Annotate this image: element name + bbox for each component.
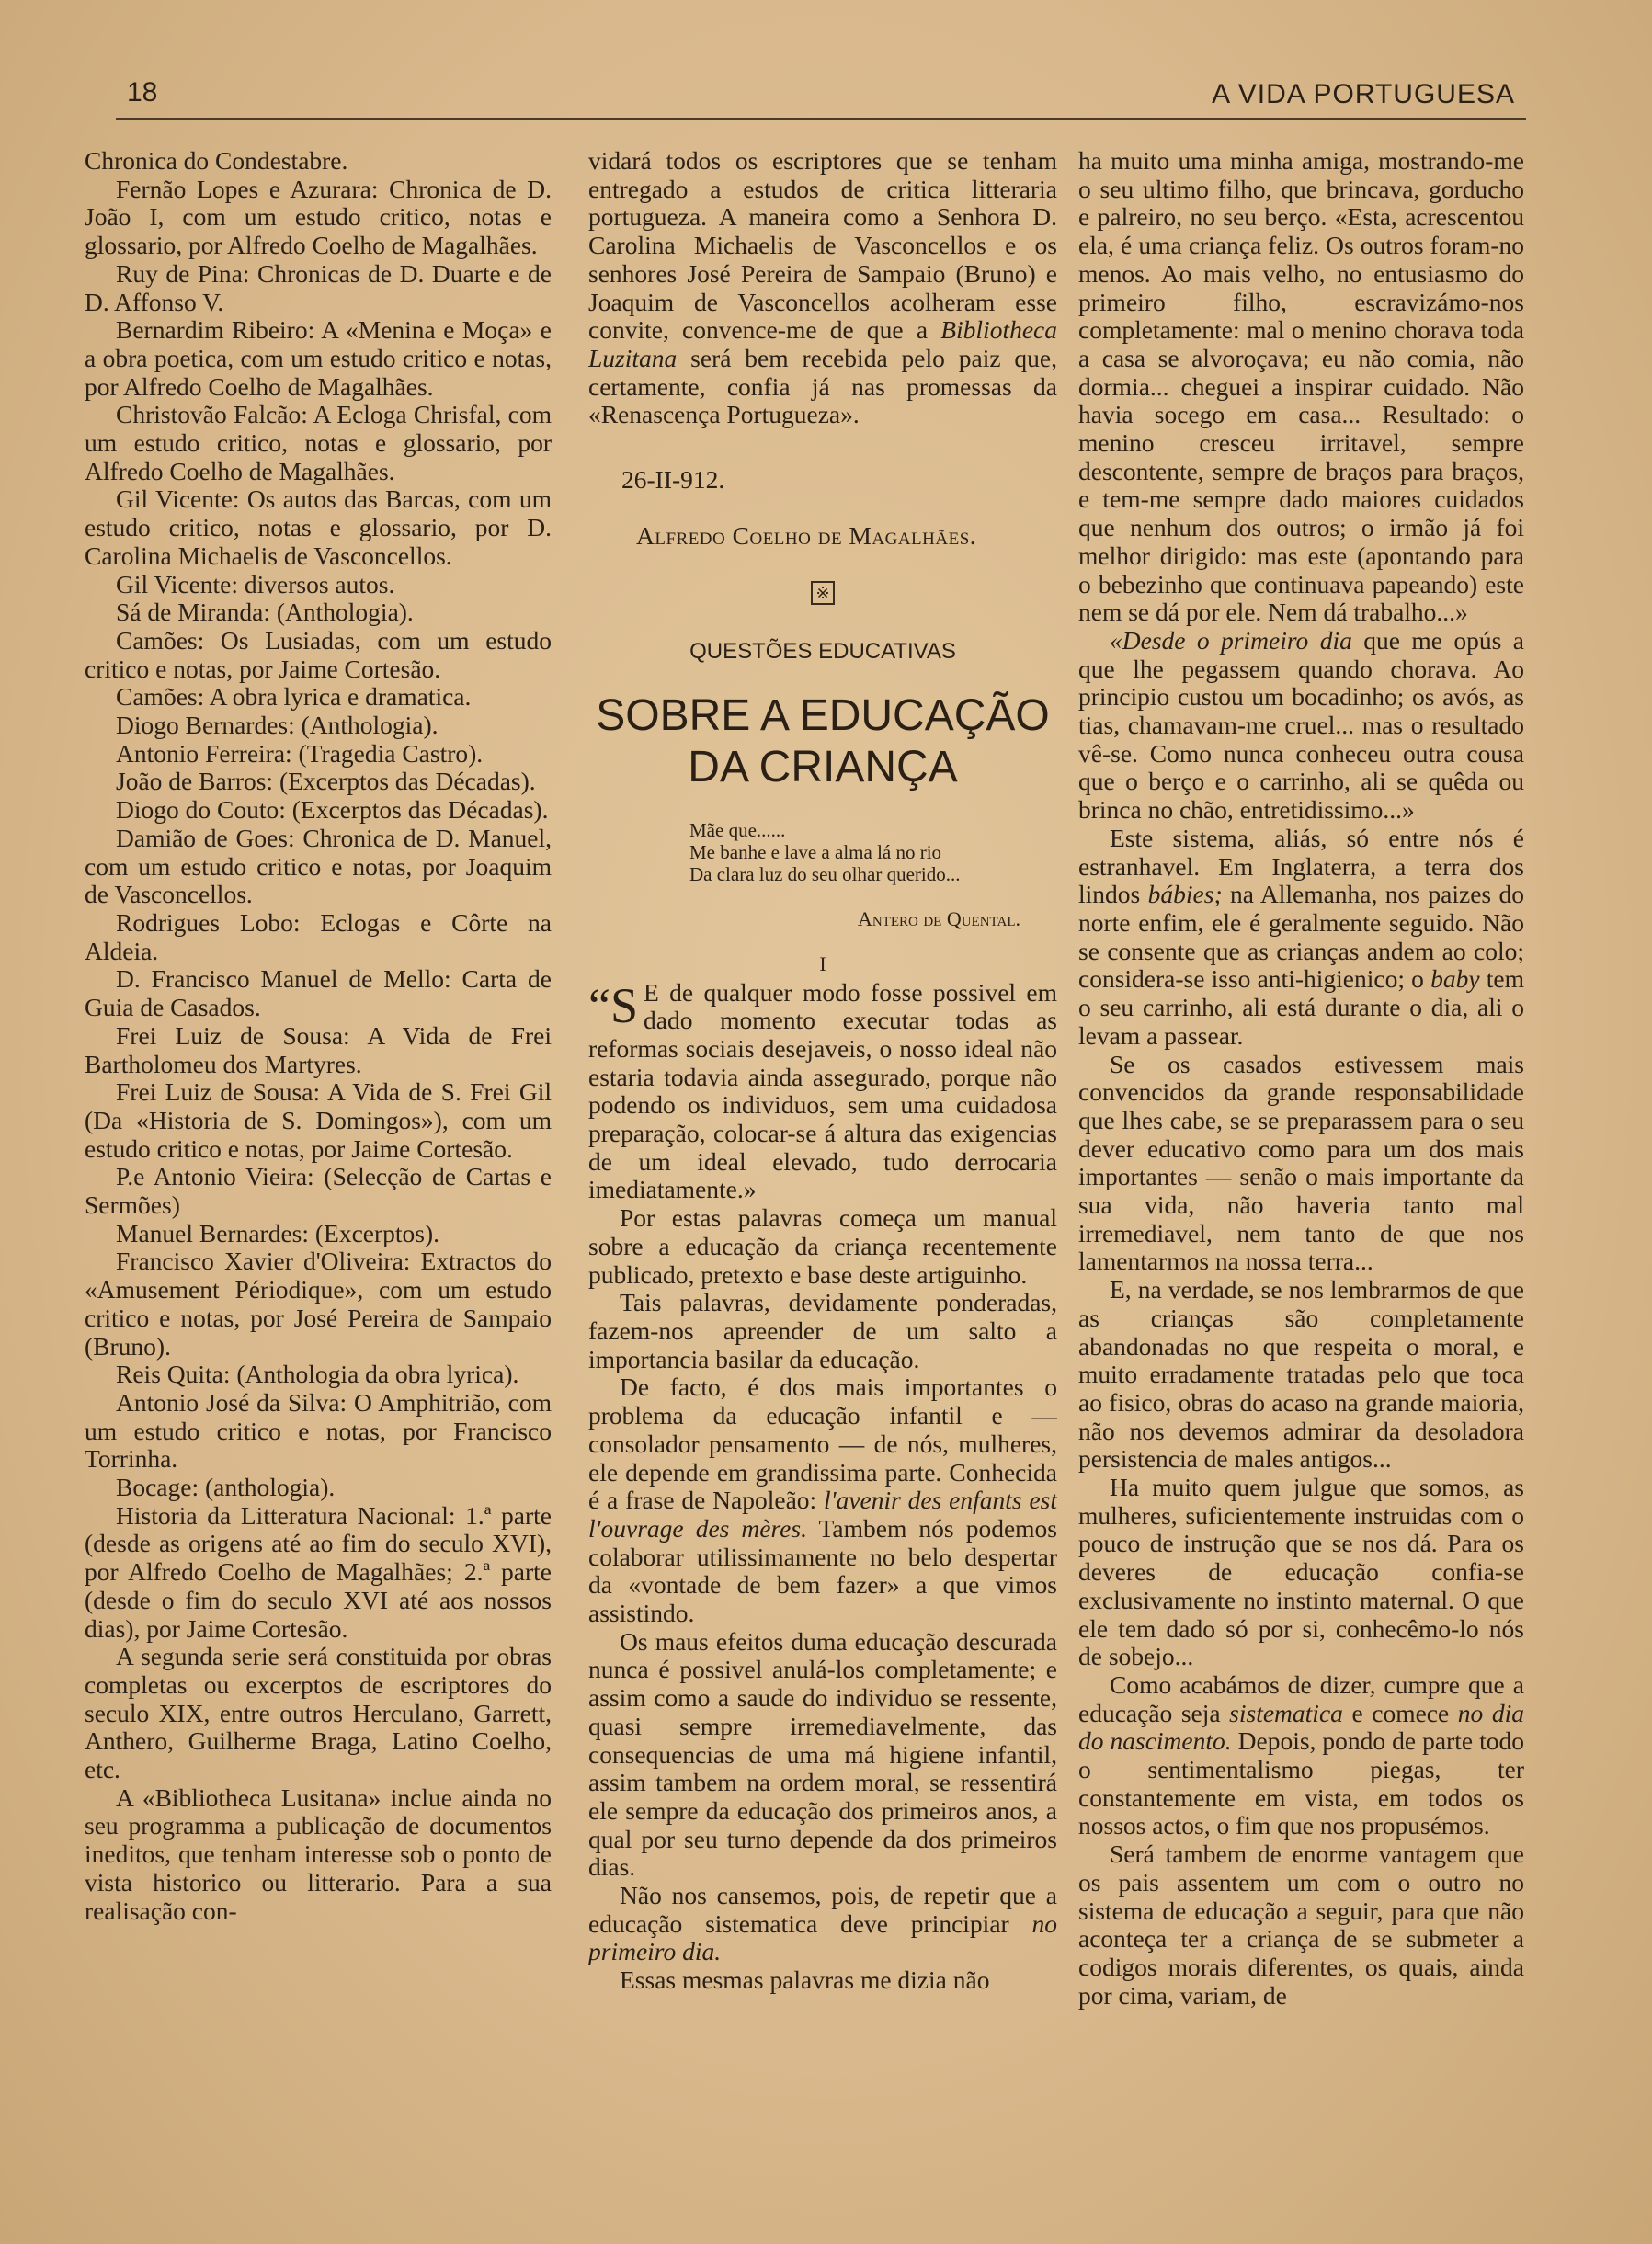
paragraph: Ruy de Pina: Chronicas de D. Duarte e de D. Affonso V. <box>85 258 552 316</box>
text-run: na Allemanha, nos paizes do norte enfim, ele é geralmente seguido. Não se consente que as crianças andem ao colo; considera-se isso anti-higienico; o <box>1078 880 1524 994</box>
paragraph: Frei Luiz de Sousa: A Vida de S. Frei Gil (Da «Historia de S. Domingos»), com um estudo critico e notas, por Jaime Cortesão. <box>85 1077 552 1163</box>
text-run: Depois, pondo de parte todo o sentimentalismo piegas, ter constantemente em vista, em todos os nossos actos, o fim que nos propusémos. <box>1078 1726 1524 1840</box>
text-run: que me opús a que lhe pegassem quando chorava. Ao principio custou um bocadinho; os avós, as tias, chamavam-me cruel... mas o resultado vê-se. Como nunca conheceu outra cousa que o berço e o carrinho, ali se quêda ou brinca no chão, entretidissimo...» <box>1078 625 1524 825</box>
paragraph: Camões: Os Lusiadas, com um estudo critico e notas, por Jaime Cortesão. <box>85 625 552 683</box>
author-signature: Alfredo Coelho de Magalhães. <box>636 520 977 550</box>
text-run-italic: «Desde o primeiro dia <box>1110 625 1352 655</box>
paragraph: Os maus efeitos duma educação descurada nunca é possivel anulá-los completamente; e assim como a saude do individuo se ressente, quasi sempre irremediavelmente, das consequencias de uma má higiene infantil, assim tambem na ordem moral, se ressentirá ele sempre da educação dos primeiros anos, a qual por seu turno depende da dos primeiros dias. <box>588 1626 1057 1882</box>
epigraph <box>689 819 1057 885</box>
text-run: Não nos cansemos, pois, de repetir que a educação sistematica deve principiar <box>588 1881 1057 1938</box>
text-run: tem o seu carrinho, ali está durante o dia, ali o levam a passear. <box>1078 964 1524 1050</box>
text-run-italic: Bibliotheca Luzitana <box>588 315 1057 372</box>
paragraph: P.e Antonio Vieira: (Selecção de Cartas e Sermões) <box>85 1162 552 1220</box>
paragraph: Será tambem de enorme vantagem que os pais assentem um com o outro no sistema de educação a seguir, para que não aconteça ter a criança de se submeter a codigos morais diferentes, os quais, ainda por cima, variam, de <box>1078 1840 1524 2010</box>
section-label: QUESTÕES EDUCATIVAS <box>689 639 956 665</box>
paragraph: Fernão Lopes e Azurara: Chronica de D. João I, com um estudo critico, notas e glossario, por Alfredo Coelho de Magalhães. <box>85 174 552 260</box>
paragraph <box>1078 627 1524 825</box>
text-run: vidará todos os escriptores que se tenham entregado a estudos de critica litteraria portugueza. A maneira como a Senhora D. Carolina Michaelis de Vasconcellos e os senhores José Pereira de Sampaio (Bruno) e Joaquim de Vasconcellos acolheram esse convite, convence-me de que a <box>588 147 1057 345</box>
running-title: A VIDA PORTUGUESA <box>1212 79 1515 109</box>
paragraph: A «Bibliotheca Lusitana» inclue ainda no seu programma a publicação de documentos ineditos, que tenham interesse sob o ponto de vista historico ou litterario. Para a sua realisação con- <box>85 1783 552 1925</box>
paragraph: Francisco Xavier d'Oliveira: Extractos do «Amusement Périodique», com um estudo critico e notas, por José Pereira de Sampaio (Bruno). <box>85 1247 552 1361</box>
paragraph: Por estas palavras começa um manual sobre a educação da criança recentemente publicado, pretexto e base deste artiguinho. <box>588 1203 1057 1289</box>
text-run: será bem recebida pelo paiz que, certamente, confia já nas promessas da «Renascença Portugueza». <box>588 343 1057 429</box>
paragraph: Se os casados estivessem mais convencidos da grande responsabilidade que lhes cabe, se se preparassem para o seu dever educativo como para um dos mais importantes — senão o mais importante da sua vida, não haveria tanto mal irremediavel, nem tanto de que nos lamentarmos na nossa terra... <box>1078 1049 1524 1276</box>
title-line: SOBRE A EDUCAÇÃO <box>596 691 1050 741</box>
drop-cap: “S <box>588 977 638 1033</box>
paragraph <box>588 1373 1057 1627</box>
paragraph: ha muito uma minha amiga, mostrando-me o seu ultimo filho, que brincava, gorducho e palreiro, no seu berço. «Esta, acrescentou ela, é uma criança feliz. Os outros foram-no menos. Ao mais velho, no entusiasmo do primeiro filho, escravizámo-nos completamente: mal o menino chorava toda a casa se alvoroçava; eu não comia, não dormia... cheguei a inspirar cuidado. Não havia socego em casa... Resultado: o menino cresceu irritavel, sempre descontente, sempre de braços para braços, e tem-me sempre dado maiores cuidados que nenhum dos outros; o irmão já foi melhor dirigido: mas este (apontando para o bebezinho que continuava papeando) este nem se dá por ele. Nem dá trabalho...» <box>1078 147 1524 627</box>
epigraph-line: Me banhe e lave a alma lá no rio <box>689 841 942 864</box>
article-date: 26-II-912. <box>621 465 725 495</box>
paragraph: Manuel Bernardes: (Excerptos). <box>116 1218 440 1247</box>
epigraph-author: Antero de Quental. <box>857 907 1020 931</box>
text-run-italic: bábies; <box>1147 880 1223 909</box>
text-run: E de qualquer modo fosse possivel em dado momento executar todas as reformas sociais desejaveis, o nosso ideal não estaria todavia ainda assegurado, porque não podendo os individuos, sem uma cuidadosa preparação, colocar-se á altura das exigencias de um ideal elevado, tudo derrocaria imediatamente.» <box>588 977 1057 1204</box>
paragraph: A segunda serie será constituida por obras completas ou excerptos de escriptores do seculo XIX, entre outros Herculano, Garrett, Anthero, Guilherme Braga, Latino Coelho, etc. <box>85 1642 552 1784</box>
text-run: Este sistema, aliás, só entre nós é estranhavel. Em Inglaterra, a terra dos lindos <box>1078 823 1524 909</box>
ornament-icon: ※ <box>811 581 835 605</box>
page-header <box>116 72 1526 120</box>
paragraph: E, na verdade, se nos lembrarmos de que as crianças são completamente abandonadas no que respeita o moral, e muito erradamente tratadas pelo que toca ao fisico, obras do acaso na grande maioria, não nos devemos admirar da desoladora persistencia de males antigos... <box>1078 1275 1524 1474</box>
paragraph: Camões: A obra lyrica e dramatica. <box>116 682 472 712</box>
paragraph: Rodrigues Lobo: Eclogas e Côrte na Aldeia. <box>85 907 552 965</box>
paragraph: Historia da Litteratura Nacional: 1.ª parte (desde as origens até ao fim do seculo XVI), por Alfredo Coelho de Magalhães; 2.ª parte (desde o fim do seculo XVI até aos nossos dias), por Jaime Cortesão. <box>85 1500 552 1643</box>
column-3 <box>1078 147 1524 2114</box>
paragraph <box>1078 1671 1524 1840</box>
paragraph: D. Francisco Manuel de Mello: Carta de Guia de Casados. <box>85 964 552 1022</box>
paragraph: Sá de Miranda: (Anthologia). <box>116 598 414 627</box>
section-number: I <box>819 951 826 975</box>
paragraph: Christovão Falcão: A Ecloga Chrisfal, com um estudo critico, notas e glossario, por Alfredo Coelho de Magalhães. <box>85 400 552 485</box>
paragraph: Essas mesmas palavras me dizia não <box>620 1965 990 1995</box>
paragraph: Antonio José da Silva: O Amphitrião, com um estudo critico e notas, por Francisco Torrinha. <box>85 1387 552 1474</box>
text-run-italic: sistematica <box>1229 1698 1343 1727</box>
paragraph: Antonio Ferreira: (Tragedia Castro). <box>116 738 484 768</box>
paragraph: Chronica do Condestabre. <box>85 147 348 175</box>
column-2 <box>588 147 1057 2114</box>
text-run: e comece <box>1342 1698 1458 1727</box>
epigraph-line: Mãe que...... <box>689 819 786 842</box>
paragraph: Ha muito quem julgue que somos, as mulheres, suficientemente instruidas com o pouco de instrução que se nos dá. Para os deveres de educação confia-se exclusivamente no instinto maternal. O que ele tem dado só por si, conhecêmo-lo nós de sobejo... <box>1078 1473 1524 1671</box>
text-run-italic: baby <box>1430 964 1480 994</box>
paragraph <box>1078 825 1524 1051</box>
epigraph-line: Da clara luz do seu olhar querido... <box>689 863 961 886</box>
paragraph: Frei Luiz de Sousa: A Vida de Frei Bartholomeu dos Martyres. <box>85 1020 552 1078</box>
paragraph: Tais palavras, devidamente ponderadas, fazem-nos apreender de um salto a importancia basilar da educação. <box>588 1288 1057 1373</box>
paragraph <box>588 979 1057 1205</box>
page-number: 18 <box>127 77 158 108</box>
text-run-italic: l'avenir des enfants est l'ouvrage des mères. <box>588 1486 1057 1543</box>
paragraph: Gil Vicente: Os autos das Barcas, com um estudo critico, notas e glossario, por D. Carolina Michaelis de Vasconcellos. <box>85 484 552 570</box>
paragraph: João de Barros: (Excerptos das Décadas). <box>116 767 536 796</box>
paragraph: Damião de Goes: Chronica de D. Manuel, com um estudo critico e notas, por Joaquim de Vasconcellos. <box>85 823 552 909</box>
text-run: Como acabámos de dizer, cumpre que a educação seja <box>1078 1669 1524 1727</box>
paragraph: Diogo do Couto: (Excerptos das Décadas). <box>116 795 549 825</box>
text-run: Tambem nós podemos colaborar utilissimamente no belo despertar da «vontade de bem fazer» a que vimos assistindo. <box>588 1513 1057 1628</box>
text-run-italic: no dia do nascimento. <box>1078 1698 1524 1756</box>
paragraph: Bernardim Ribeiro: A «Menina e Moça» e a obra poetica, com um estudo critico e notas, por Alfredo Coelho de Magalhães. <box>85 315 552 401</box>
text-run: De facto, é dos mais importantes o problema da educação infantil e — consolador pensamento — de nós, mulheres, ele depende em grandissima parte. Conhecida é a frase de Napoleão: <box>588 1373 1057 1515</box>
article-title <box>588 690 1057 793</box>
paragraph: Diogo Bernardes: (Anthologia). <box>116 711 439 740</box>
title-line: DA CRIANÇA <box>688 743 958 792</box>
paragraph <box>588 147 1057 429</box>
column-1 <box>85 147 552 2114</box>
paragraph <box>588 1882 1057 1966</box>
text-run-italic: no primeiro dia. <box>588 1908 1057 1966</box>
paragraph: Bocage: (anthologia). <box>116 1473 336 1502</box>
paragraph: Gil Vicente: diversos autos. <box>116 569 395 598</box>
paragraph: Reis Quita: (Anthologia da obra lyrica). <box>116 1360 519 1389</box>
